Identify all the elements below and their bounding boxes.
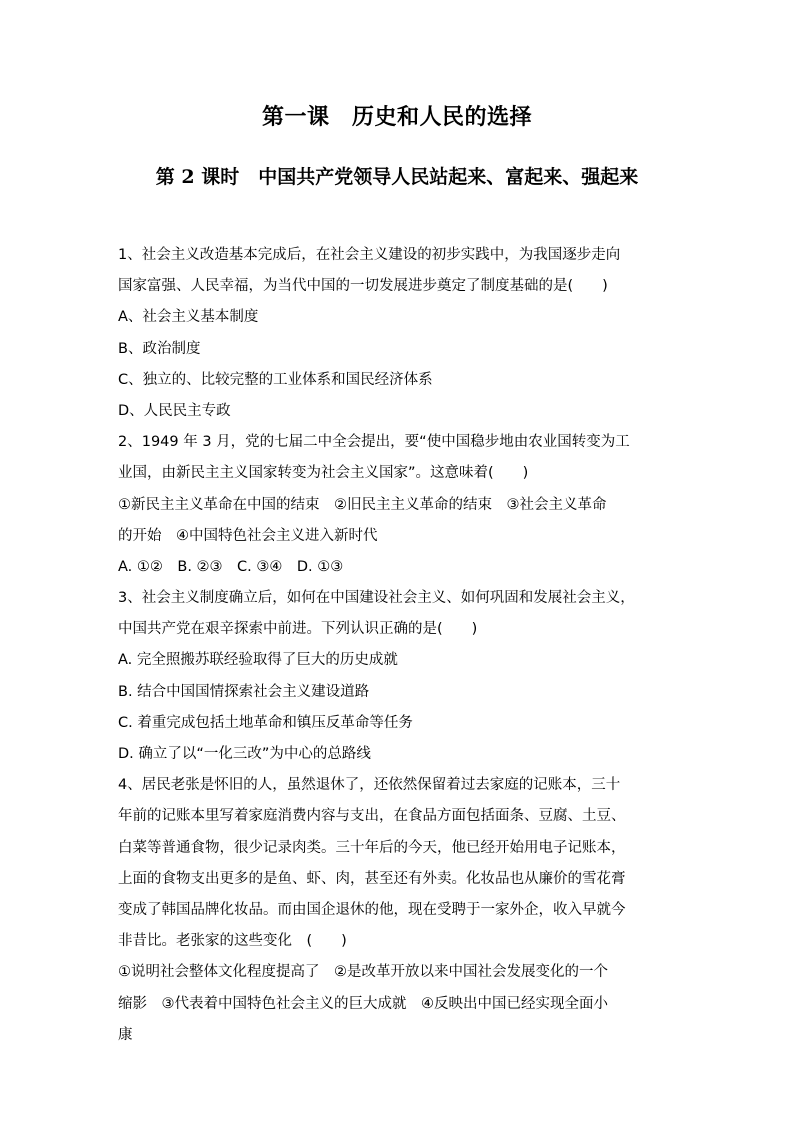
question-stem-line: 上面的食物支出更多的是鱼、虾、肉，甚至还有外卖。化妆品也从廉价的雪花膏 — [118, 870, 626, 887]
answer-option: C、独立的、比较完整的工业体系和国民经济体系 — [118, 371, 433, 388]
answer-option: D、人民民主专政 — [118, 402, 231, 419]
question-stem-line: 1、社会主义改造基本完成后，在社会主义建设的初步实践中，为我国逐步走向 — [118, 247, 621, 263]
question-stem-line: 非昔比。老张家的这些变化 ( ) — [118, 933, 347, 950]
question-stem-line: 2、1949 年 3 月，党的七届二中全会提出，要“使中国稳步地由农业国转变为工 — [118, 434, 630, 451]
question-2 — [118, 427, 678, 583]
question-stem-line: 的开始 ④中国特色社会主义进入新时代 — [118, 527, 378, 544]
answer-option: A. ①② B. ②③ C. ③④ D. ①③ — [118, 558, 344, 575]
lesson-title: 第一课 历史和人民的选择 — [261, 104, 532, 130]
question-stem-line: 中国共产党在艰辛探索中前进。下列认识正确的是( ) — [118, 621, 478, 638]
question-stem-line: 国家富强、人民幸福，为当代中国的一切发展进步奠定了制度基础的是( ) — [118, 278, 608, 295]
answer-option: B、政治制度 — [118, 340, 201, 357]
lesson-subtitle: 第 2 课时 中国共产党领导人民站起来、富起来、强起来 — [155, 166, 639, 188]
question-stem-line: 白菜等普通食物，很少记录肉类。三十年后的今天，他已经开始用电子记账本， — [118, 839, 626, 856]
answer-option: A、社会主义基本制度 — [118, 309, 259, 326]
question-stem-line: 3、社会主义制度确立后，如何在中国建设社会主义、如何巩固和发展社会主义， — [118, 590, 635, 607]
question-stem-line: 变成了韩国品牌化妆品。而由国企退休的他，现在受聘于一家外企，收入早就今 — [118, 901, 626, 918]
question-stem-line: 康 — [118, 1026, 133, 1043]
question-stem-line: ①说明社会整体文化程度提高了 ②是改革开放以来中国社会发展变化的一个 — [118, 964, 608, 981]
question-list — [118, 240, 678, 1051]
question-stem-line: 4、居民老张是怀旧的人，虽然退休了，还依然保留着过去家庭的记账本，三十 — [118, 777, 621, 794]
answer-option: C. 着重完成包括土地革命和镇压反革命等任务 — [118, 714, 413, 731]
answer-option: A. 完全照搬苏联经验取得了巨大的历史成就 — [118, 652, 398, 669]
question-stem-line: 业国，由新民主主义国家转变为社会主义国家”。这意味着( ) — [118, 465, 529, 482]
question-4 — [118, 770, 678, 1051]
answer-option: D. 确立了以“一化三改”为中心的总路线 — [118, 746, 371, 762]
answer-option: B. 结合中国国情探索社会主义建设道路 — [118, 683, 370, 700]
question-1 — [118, 240, 678, 427]
question-stem-line: ①新民主主义革命在中国的结束 ②旧民主主义革命的结束 ③社会主义革命 — [118, 496, 607, 513]
question-stem-line: 年前的记账本里写着家庭消费内容与支出，在食品方面包括面条、豆腐、土豆、 — [118, 808, 626, 825]
question-3 — [118, 583, 678, 770]
question-stem-line: 缩影 ③代表着中国特色社会主义的巨大成就 ④反映出中国已经实现全面小 — [118, 995, 608, 1012]
